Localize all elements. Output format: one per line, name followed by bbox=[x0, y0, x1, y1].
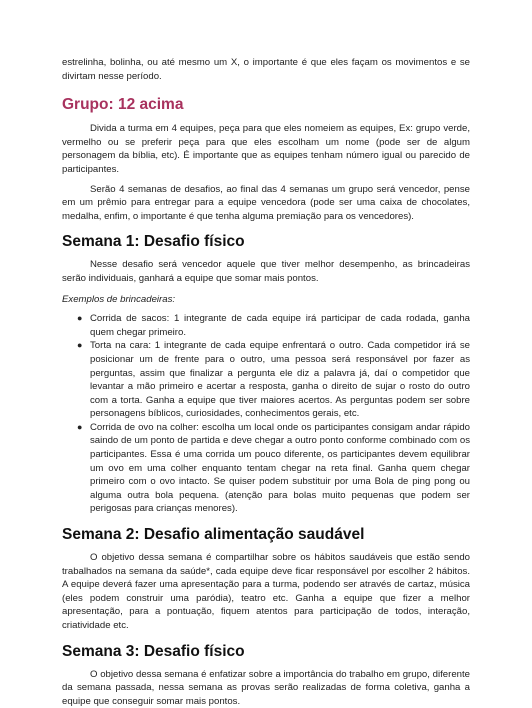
examples-label: Exemplos de brincadeiras: bbox=[62, 293, 176, 305]
examples-list bbox=[62, 312, 470, 516]
week1-heading: Semana 1: Desafio físico bbox=[62, 233, 245, 251]
week3-heading: Semana 3: Desafio físico bbox=[62, 642, 245, 660]
week3-paragraph: O objetivo dessa semana é enfatizar sobre a importância do trabalho em grupo, diferente da semana passada, nessa semana as provas serão realizadas de forma coletiva, ganha a equipe que conseguir somar mais pontos. bbox=[62, 668, 470, 707]
list-item-text: Corrida de sacos: 1 integrante de cada equipe irá participar de cada rodada, ganha quem chegar primeiro. bbox=[90, 313, 470, 338]
list-item bbox=[62, 339, 470, 421]
list-item bbox=[62, 312, 470, 339]
group-heading: Grupo: 12 acima bbox=[62, 96, 184, 114]
week2-paragraph: O objetivo dessa semana é compartilhar sobre os hábitos saudáveis que estão sendo trabalhados na semana da saúde*, cada equipe deve ficar responsável por escolher 2 hábitos. A equipe deverá fazer uma apresentação para a turma, podendo ser através de cartaz, música (eles podem construir uma paródia), teatro etc. Ganha a equipe que fizer a melhor apresentação, para a pontuação, fiquem atentos para participação de todos, interação, criatividade etc. bbox=[62, 552, 470, 631]
week2-heading: Semana 2: Desafio alimentação saudável bbox=[62, 526, 365, 544]
bullet-icon: ● bbox=[77, 313, 83, 324]
list-item-text: Torta na cara: 1 integrante de cada equipe enfrentará o outro. Cada competidor irá se posicionar um de frente para o outro, uma pessoa será responsável por fazer as perguntas, assim que finalizar a pergunta ele diz a palavra já, daí o competidor que levantar a mão primeiro e acertar a resposta, ganha o direito de sujar o rosto do outro com a torta. Ganha a equipe que tiver maiores acertos. As perguntas podem ser sobre personagens bíblicos, curiosidades, conhecimentos gerais, etc. bbox=[90, 340, 470, 420]
group-paragraph-2: Serão 4 semanas de desafios, ao final das 4 semanas um grupo será vencedor, pense em um prêmio para entregar para a equipe vencedora (pode ser uma caixa de chocolates, medalha, enfim, o importante é que tenha alguma premiação para os vencedores). bbox=[62, 183, 470, 222]
bullet-icon: ● bbox=[77, 421, 83, 432]
bullet-icon: ● bbox=[77, 340, 83, 351]
week1-paragraph: Nesse desafio será vencedor aquele que tiver melhor desempenho, as brincadeiras serão individuais, ganhará a equipe que somar mais pontos. bbox=[62, 259, 470, 284]
group-paragraph-1: Divida a turma em 4 equipes, peça para que eles nomeiem as equipes, Ex: grupo verde, vermelho ou se preferir peça para que eles escolham um nome (pode ser de algum personagem da bíblia, etc). É importante que as equipes tenham número igual ou parecido de participantes. bbox=[62, 123, 470, 175]
document-page bbox=[62, 56, 470, 708]
list-item bbox=[62, 421, 470, 516]
intro-paragraph: estrelinha, bolinha, ou até mesmo um X, o importante é que eles façam os movimentos e se divirtam nesse período. bbox=[62, 57, 470, 82]
list-item-text: Corrida de ovo na colher: escolha um local onde os participantes consigam andar rápido saindo de um ponto de partida e deve chegar a outro ponto conforme combinado com os participantes. Essa é uma corrida um pouco diferente, os participantes devem equilibrar um ovo em uma colher enquanto tentam chegar na reta final. Ganha quem chegar primeiro com o ovo intacto. Se quiser podem substituir por uma Bola de ping pong ou alguma outra bola pequena. (atenção para bolas muito pequenas que podem ser perigosas para crianças menores). bbox=[90, 421, 470, 515]
